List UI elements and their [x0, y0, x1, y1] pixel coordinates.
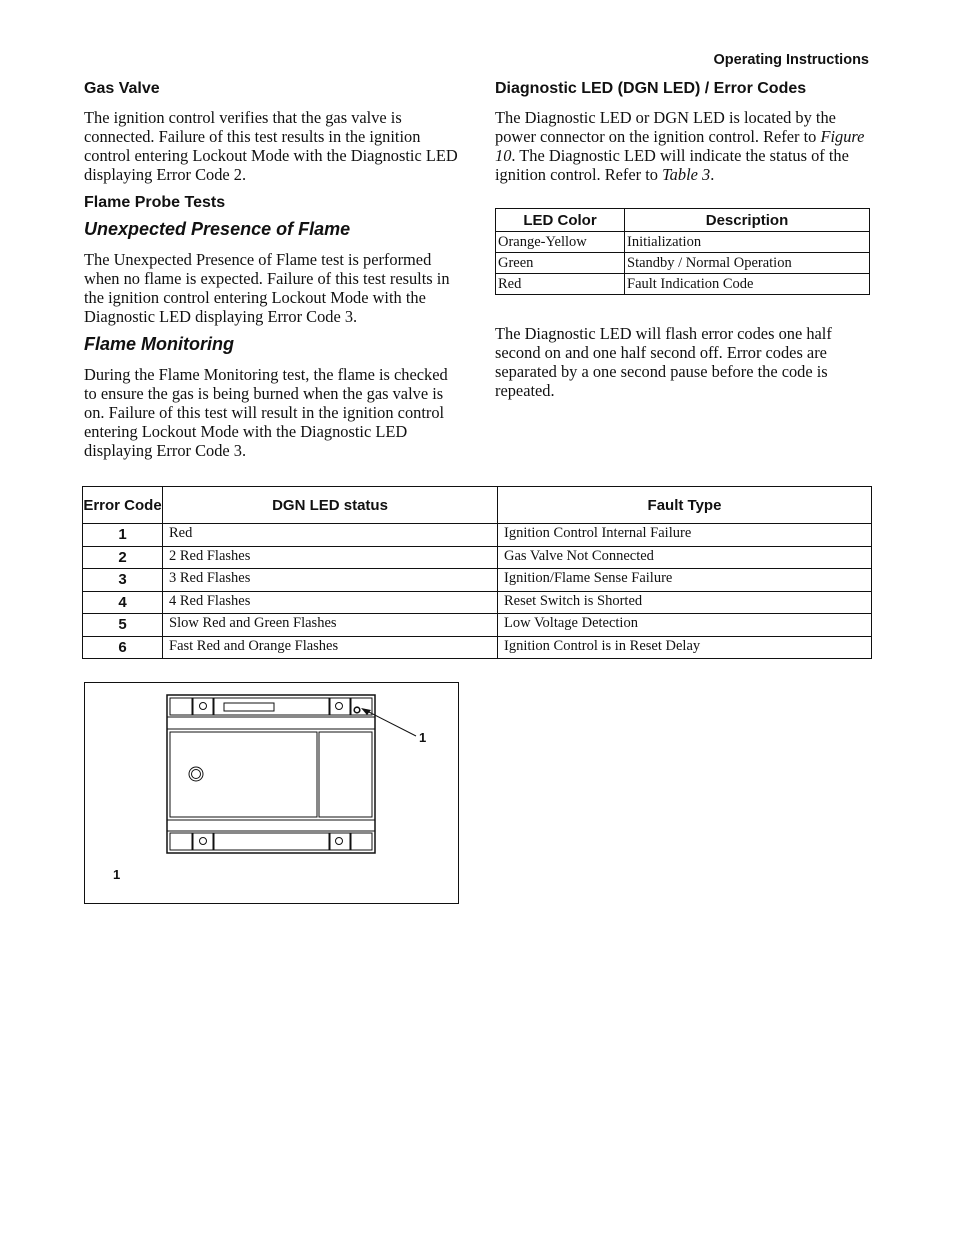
flame-probe-heading: Flame Probe Tests: [84, 194, 226, 211]
bottom-terminal-block: [214, 833, 329, 850]
led-table-header-row: [496, 209, 870, 232]
fault-type-cell: Ignition/Flame Sense Failure: [498, 569, 872, 592]
fault-type-header: Fault Type: [498, 487, 872, 524]
ignition-control-figure: [84, 682, 459, 904]
led-color-cell: Red: [496, 274, 625, 295]
table-row: [83, 569, 872, 592]
description-cell: Fault Indication Code: [625, 274, 870, 295]
dgn-status-header: DGN LED status: [163, 487, 498, 524]
error-code-cell: 6: [83, 636, 163, 659]
error-code-cell: 5: [83, 614, 163, 637]
screw-icon: [336, 703, 343, 710]
description-header: Description: [625, 209, 870, 232]
flame-monitoring-paragraph: During the Flame Monitoring test, the flame is checked to ensure the gas is being burned when the gas valve is on. Failure of this test will result in the ignition control entering Lockout Mode with the Diagnostic LED displaying Error Code 3.: [84, 365, 448, 460]
dgn-heading: Diagnostic LED (DGN LED) / Error Codes: [495, 80, 807, 97]
description-cell: Initialization: [625, 232, 870, 253]
dgn-intro-paragraph: The Diagnostic LED or DGN LED is located by the power connector on the ignition control. Refer to Figure 10. The Diagnostic LED will indicate the status of the ignition control. Refer to Table 3.: [495, 108, 865, 184]
callout-label: 1: [419, 730, 427, 745]
top-left-tab: [170, 698, 192, 715]
control-housing: [167, 695, 375, 853]
right-column: [495, 80, 871, 184]
led-color-cell: Green: [496, 253, 625, 274]
callout-leader-line: [365, 710, 416, 736]
table-row: [496, 274, 870, 295]
description-cell: Standby / Normal Operation: [625, 253, 870, 274]
led-color-table: [495, 208, 870, 295]
top-left-screw-box: [193, 698, 213, 715]
reset-button-inner-icon: [192, 770, 201, 779]
left-column: [84, 80, 458, 460]
table-row: [83, 591, 872, 614]
error-code-cell: 4: [83, 591, 163, 614]
legend-number: 1: [113, 867, 121, 882]
led-color-header: LED Color: [496, 209, 625, 232]
side-panel: [319, 732, 372, 817]
table-row: [83, 546, 872, 569]
running-header: Operating Instructions: [713, 52, 869, 68]
fault-type-cell: Low Voltage Detection: [498, 614, 872, 637]
screw-icon: [336, 838, 343, 845]
error-code-cell: 3: [83, 569, 163, 592]
main-panel: [170, 732, 317, 817]
bottom-left-tab: [170, 833, 192, 850]
ignition-control-diagram: [85, 683, 458, 903]
top-right-screw-box: [330, 698, 350, 715]
screw-icon: [200, 838, 207, 845]
error-code-table: [82, 486, 872, 659]
gas-valve-paragraph: The ignition control verifies that the gas valve is connected. Failure of this test results in the ignition control entering Lockout Mode with the Diagnostic LED displaying Error Code 2.: [84, 108, 458, 184]
table-row: [496, 253, 870, 274]
led-color-cell: Orange-Yellow: [496, 232, 625, 253]
callout-arrowhead-icon: [361, 708, 371, 715]
table-row: [496, 232, 870, 253]
connector-icon: [224, 703, 274, 711]
fault-type-cell: Gas Valve Not Connected: [498, 546, 872, 569]
table-reference: Table 3: [662, 165, 711, 184]
dgn-status-cell: Red: [163, 524, 498, 547]
bottom-right-screw-box: [330, 833, 350, 850]
screw-icon: [200, 703, 207, 710]
table-row: [83, 524, 872, 547]
unexpected-flame-heading: Unexpected Presence of Flame: [84, 219, 351, 239]
top-terminal-block: [214, 698, 329, 715]
fault-type-cell: Reset Switch is Shorted: [498, 591, 872, 614]
fault-type-cell: Ignition Control is in Reset Delay: [498, 636, 872, 659]
error-code-cell: 2: [83, 546, 163, 569]
dgn-status-cell: 4 Red Flashes: [163, 591, 498, 614]
bottom-right-tab: [351, 833, 372, 850]
table-row: [83, 614, 872, 637]
figure-reference: Figure 10: [495, 127, 865, 165]
flame-monitoring-heading: Flame Monitoring: [84, 334, 234, 354]
dgn-led-icon: [354, 707, 360, 713]
dgn-status-cell: 2 Red Flashes: [163, 546, 498, 569]
gas-valve-heading: Gas Valve: [84, 80, 160, 97]
error-code-header: Error Code: [83, 487, 163, 524]
dgn-status-cell: 3 Red Flashes: [163, 569, 498, 592]
dgn-status-cell: Fast Red and Orange Flashes: [163, 636, 498, 659]
flash-description-paragraph: The Diagnostic LED will flash error codes one half second on and one half second off. Error codes are separated by a one second pause before the code is repeated.: [495, 324, 832, 400]
table-row: [83, 636, 872, 659]
error-table-header-row: [83, 487, 872, 524]
dgn-status-cell: Slow Red and Green Flashes: [163, 614, 498, 637]
bottom-left-screw-box: [193, 833, 213, 850]
fault-type-cell: Ignition Control Internal Failure: [498, 524, 872, 547]
error-code-cell: 1: [83, 524, 163, 547]
unexpected-flame-paragraph: The Unexpected Presence of Flame test is performed when no flame is expected. Failure of this test results in the ignition control entering Lockout Mode with the Diagnostic LED displaying Error Code 3.: [84, 250, 450, 326]
